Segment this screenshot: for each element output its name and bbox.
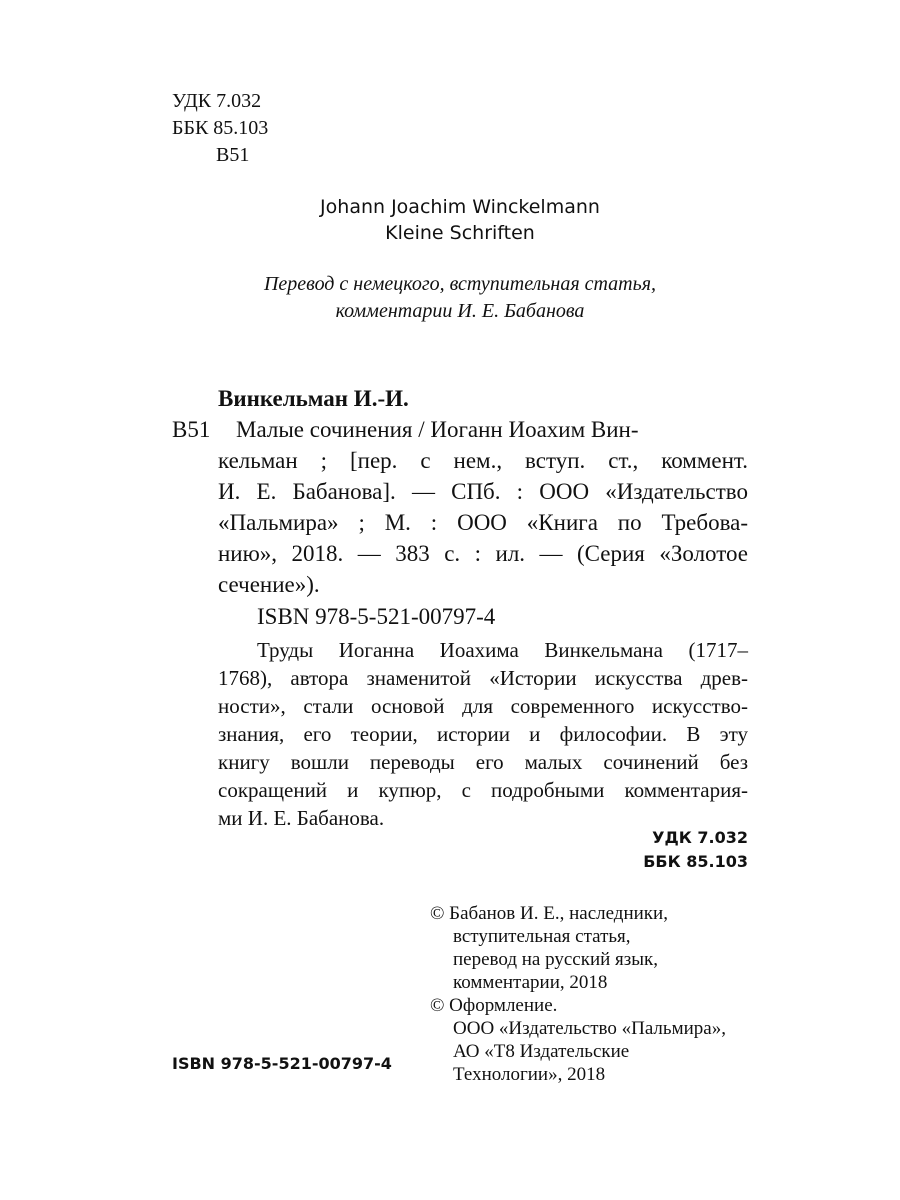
- copyright-line: ООО «Издательство «Пальмира»,: [453, 1018, 726, 1039]
- translation-note-line1: Перевод с немецкого, вступительная статья,: [263, 273, 657, 295]
- description-line: И. Е. Бабанова]. — СПб. : ООО «Издательство: [218, 479, 748, 504]
- author-mark: В51: [216, 144, 250, 166]
- description-line: сечение»).: [218, 572, 320, 597]
- catalog-mark: В51: [172, 417, 211, 442]
- udk-code: УДК 7.032: [172, 90, 262, 112]
- copyright-line: комментарии, 2018: [453, 972, 608, 993]
- description-line: кельман ; [пер. с нем., вступ. ст., коммент.: [218, 448, 748, 473]
- bbk-code-right: ББК 85.103: [643, 852, 748, 871]
- description-line: Малые сочинения / Иоганн Иоахим Вин-: [236, 417, 639, 442]
- description-line: нию», 2018. — 383 с. : ил. — (Серия «Золотое: [218, 541, 748, 566]
- copyright-line: АО «Т8 Издательские: [453, 1041, 630, 1062]
- original-title: Kleine Schriften: [385, 222, 535, 244]
- annotation-line: книгу вошли переводы его малых сочинений без: [218, 750, 748, 774]
- copyright-line: © Бабанов И. Е., наследники,: [430, 903, 668, 924]
- catalog-heading: Винкельман И.-И.: [218, 386, 409, 411]
- bbk-code: ББК 85.103: [172, 117, 269, 139]
- annotation-line: ми И. Е. Бабанова.: [218, 806, 385, 830]
- description-line: «Пальмира» ; М. : ООО «Книга по Требова-: [218, 510, 748, 535]
- copyright-line: Технологии», 2018: [453, 1064, 606, 1085]
- udk-code-right: УДК 7.032: [652, 828, 748, 847]
- translation-note-line2: комментарии И. Е. Бабанова: [335, 300, 585, 322]
- footer-isbn: ISBN 978-5-521-00797-4: [172, 1054, 392, 1073]
- copyright-line: перевод на русский язык,: [453, 949, 659, 970]
- annotation-line: ности», стали основой для современного искусство-: [218, 694, 748, 718]
- annotation-line: сокращений и купюр, с подробными комментария-: [218, 778, 748, 802]
- copyright-line: © Оформление.: [430, 995, 558, 1016]
- copyright-block: [430, 902, 760, 1086]
- original-author: Johann Joachim Winckelmann: [320, 196, 600, 218]
- annotation-line: знания, его теории, истории и философии. В эту: [218, 722, 748, 746]
- catalog-isbn: ISBN 978-5-521-00797-4: [257, 604, 496, 629]
- annotation-line: Труды Иоганна Иоахима Винкельмана (1717–: [257, 638, 748, 662]
- annotation-line: 1768), автора знаменитой «Истории искусства древ-: [218, 666, 748, 690]
- copyright-line: вступительная статья,: [453, 926, 631, 947]
